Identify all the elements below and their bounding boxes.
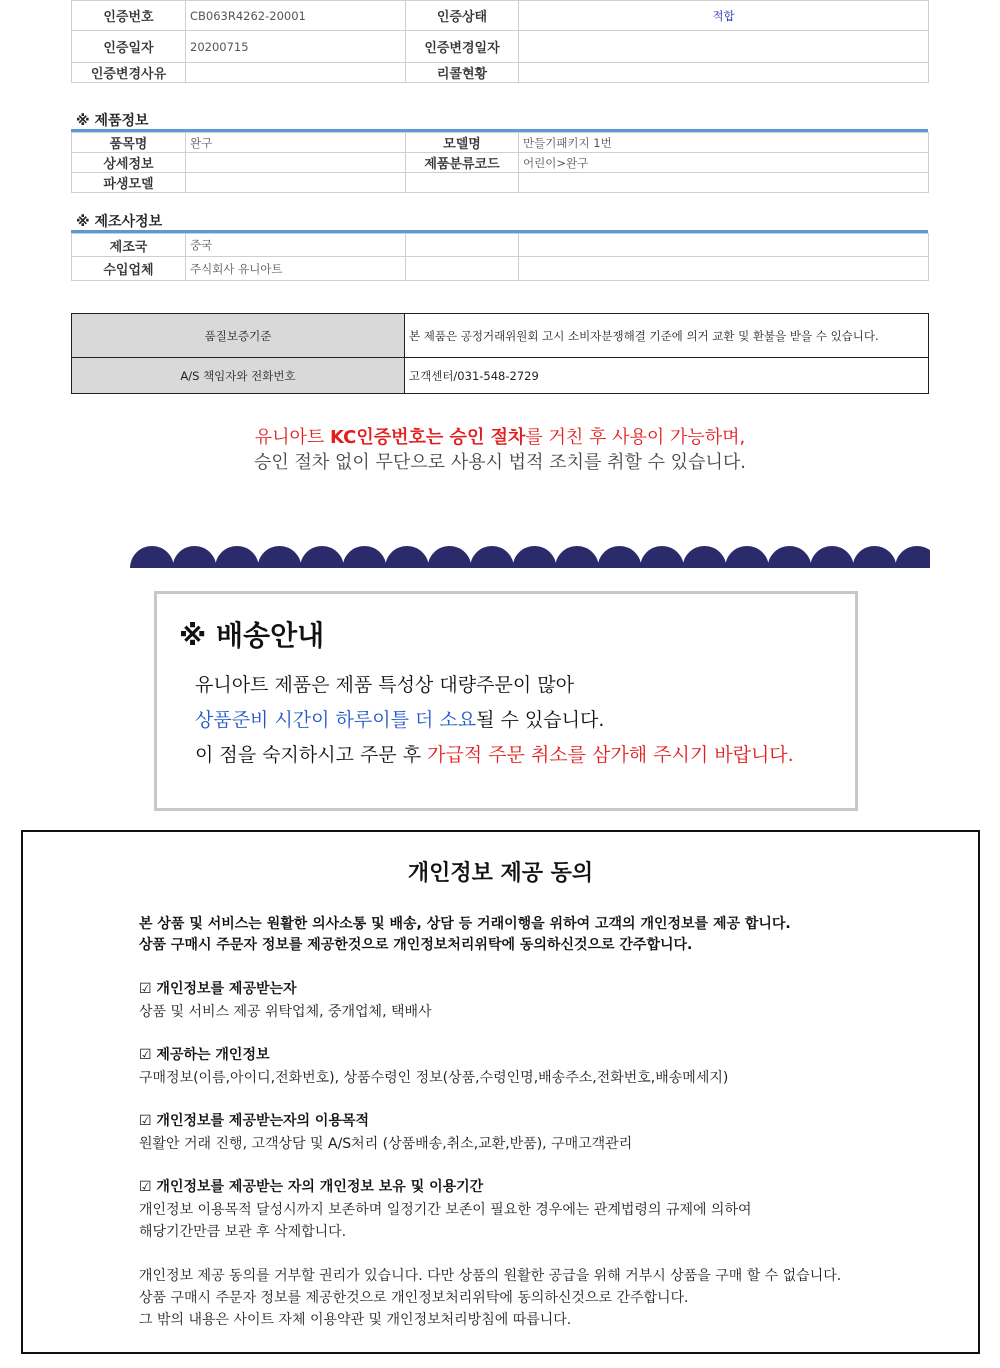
delivery-line-1: 유니아트 제품은 제품 특성상 대량주문이 많아 xyxy=(195,674,574,696)
empty-cell xyxy=(519,257,929,281)
table-row xyxy=(72,63,929,83)
empty-cell xyxy=(519,234,929,257)
wave-scallop xyxy=(683,546,727,568)
kc-notice-line1 xyxy=(0,423,1000,449)
wave-scallop xyxy=(470,546,514,568)
kc-notice-highlight: KC인증번호는 승인 절차 xyxy=(330,427,526,448)
product-value xyxy=(186,173,406,193)
product-value: 완구 xyxy=(186,133,406,153)
delivery-text: 이 점을 숙지하시고 주문 후 xyxy=(195,744,428,766)
product-value: 어린이>완구 xyxy=(519,153,929,173)
qa-value: 고객센터/031-548-2729 xyxy=(405,358,929,394)
wave-divider xyxy=(130,544,930,568)
table-row xyxy=(72,257,929,281)
wave-scallop xyxy=(385,546,429,568)
cert-label: 인증변경사유 xyxy=(72,63,186,83)
privacy-section-3-body: 원활안 거래 진행, 고객상담 및 A/S처리 (상품배송,취소,교환,반품), 구매고객관리 xyxy=(139,1136,633,1152)
kc-notice-line2: 승인 절차 없이 무단으로 사용시 법적 조치를 취할 수 있습니다. xyxy=(254,452,746,473)
product-info-table xyxy=(71,132,929,193)
privacy-intro-2: 상품 구매시 주문자 정보를 제공한것으로 개인정보처리위탁에 동의하신것으로 간주합니다. xyxy=(139,937,693,953)
product-label: 모델명 xyxy=(406,133,519,153)
privacy-section-1-heading: ☑ 개인정보를 제공받는자 xyxy=(139,981,297,997)
cert-label: 리콜현황 xyxy=(406,63,519,83)
privacy-intro-1: 본 상품 및 서비스는 원활한 의사소통 및 배송, 상담 등 거래이행을 위하여 고객의 개인정보를 제공 합니다. xyxy=(139,916,791,932)
table-row xyxy=(72,153,929,173)
product-section-title: ※ 제품정보 xyxy=(76,113,149,129)
table-row xyxy=(72,314,929,358)
kc-notice-part: 유니아트 xyxy=(254,427,330,448)
table-row xyxy=(72,31,929,63)
maker-label: 수입업체 xyxy=(72,257,186,281)
product-label: 제품분류코드 xyxy=(406,153,519,173)
privacy-section-4-body-2: 해당기간만큼 보관 후 삭제합니다. xyxy=(139,1224,347,1240)
maker-value: 중국 xyxy=(186,234,406,257)
wave-scallop xyxy=(215,546,259,568)
empty-cell xyxy=(406,234,519,257)
product-label xyxy=(406,173,519,193)
privacy-closing-1: 개인정보 제공 동의를 거부할 권리가 있습니다. 다만 상품의 원활한 공급을 위해 거부시 상품을 구매 할 수 없습니다. xyxy=(139,1268,842,1284)
wave-scallop xyxy=(343,546,387,568)
wave-scallop xyxy=(768,546,812,568)
product-label: 파생모델 xyxy=(72,173,186,193)
empty-cell xyxy=(406,257,519,281)
cert-label: 인증번호 xyxy=(72,1,186,31)
cert-label: 인증변경일자 xyxy=(406,31,519,63)
privacy-closing-3: 그 밖의 내용은 사이트 자체 이용약관 및 개인정보처리방침에 따릅니다. xyxy=(139,1312,572,1328)
wave-scallop xyxy=(598,546,642,568)
wave-scallop xyxy=(513,546,557,568)
privacy-consent-box xyxy=(21,830,980,1354)
privacy-section-2-body: 구매정보(이름,아이디,전화번호), 상품수령인 정보(상품,수령인명,배송주소,전화번호,배송메세지) xyxy=(139,1070,729,1086)
product-value xyxy=(519,173,929,193)
table-row xyxy=(72,133,929,153)
privacy-section-4-heading: ☑ 개인정보를 제공받는 자의 개인정보 보유 및 이용기간 xyxy=(139,1179,484,1195)
cert-status-value: 적합 xyxy=(519,1,929,31)
product-label: 품목명 xyxy=(72,133,186,153)
product-label: 상세정보 xyxy=(72,153,186,173)
wave-scallop xyxy=(640,546,684,568)
privacy-section-3-heading: ☑ 개인정보를 제공받는자의 이용목적 xyxy=(139,1113,370,1129)
table-row xyxy=(72,1,929,31)
quality-assurance-table xyxy=(71,313,929,394)
table-row xyxy=(72,234,929,257)
wave-scallop xyxy=(428,546,472,568)
delivery-highlight-red: 가급적 주문 취소를 삼가해 주시기 바랍니다. xyxy=(427,744,794,766)
wave-scallop xyxy=(173,546,217,568)
kc-notice-part: 를 거친 후 사용이 가능하며, xyxy=(525,427,746,448)
table-row xyxy=(72,173,929,193)
qa-value: 본 제품은 공정거래위원회 고시 소비자분쟁해결 기준에 의거 교환 및 환불을 받을 수 있습니다. xyxy=(405,314,929,358)
cert-value xyxy=(519,63,929,83)
qa-label: A/S 책임자와 전화번호 xyxy=(72,358,405,394)
cert-label: 인증일자 xyxy=(72,31,186,63)
privacy-section-1-body: 상품 및 서비스 제공 위탁업체, 중개업체, 택배사 xyxy=(139,1004,432,1020)
privacy-section-4-body-1: 개인정보 이용목적 달성시까지 보존하며 일정기간 보존이 필요한 경우에는 관계법령의 규제에 의하여 xyxy=(139,1202,752,1218)
privacy-title: 개인정보 제공 동의 xyxy=(407,861,594,886)
cert-value xyxy=(186,63,406,83)
delivery-highlight-blue: 상품준비 시간이 하루이틀 더 소요 xyxy=(195,709,477,731)
delivery-line-3 xyxy=(195,740,794,767)
wave-scallop xyxy=(130,546,174,568)
delivery-line-2 xyxy=(195,705,604,732)
delivery-notice-box xyxy=(154,591,858,811)
wave-scallop xyxy=(725,546,769,568)
delivery-title: ※ 배송안내 xyxy=(179,619,325,652)
maker-label: 제조국 xyxy=(72,234,186,257)
product-value: 만들기패키지 1번 xyxy=(519,133,929,153)
table-row xyxy=(72,358,929,394)
product-value xyxy=(186,153,406,173)
wave-scallop xyxy=(300,546,344,568)
maker-info-table xyxy=(71,233,929,281)
cert-label: 인증상태 xyxy=(406,1,519,31)
wave-scallop xyxy=(895,546,930,568)
cert-value: CB063R4262-20001 xyxy=(186,1,406,31)
wave-scallop xyxy=(853,546,897,568)
wave-scallop xyxy=(555,546,599,568)
privacy-section-2-heading: ☑ 제공하는 개인정보 xyxy=(139,1047,270,1063)
privacy-closing-2: 상품 구매시 주문자 정보를 제공한것으로 개인정보처리위탁에 동의하신것으로 간주합니다. xyxy=(139,1290,689,1306)
qa-label: 품질보증기준 xyxy=(72,314,405,358)
cert-value: 20200715 xyxy=(186,31,406,63)
wave-scallop xyxy=(258,546,302,568)
delivery-text: 될 수 있습니다. xyxy=(476,709,605,731)
cert-value xyxy=(519,31,929,63)
certification-table xyxy=(71,0,929,83)
wave-scallop xyxy=(810,546,854,568)
maker-section-title: ※ 제조사정보 xyxy=(76,214,163,230)
maker-value: 주식회사 유니아트 xyxy=(186,257,406,281)
